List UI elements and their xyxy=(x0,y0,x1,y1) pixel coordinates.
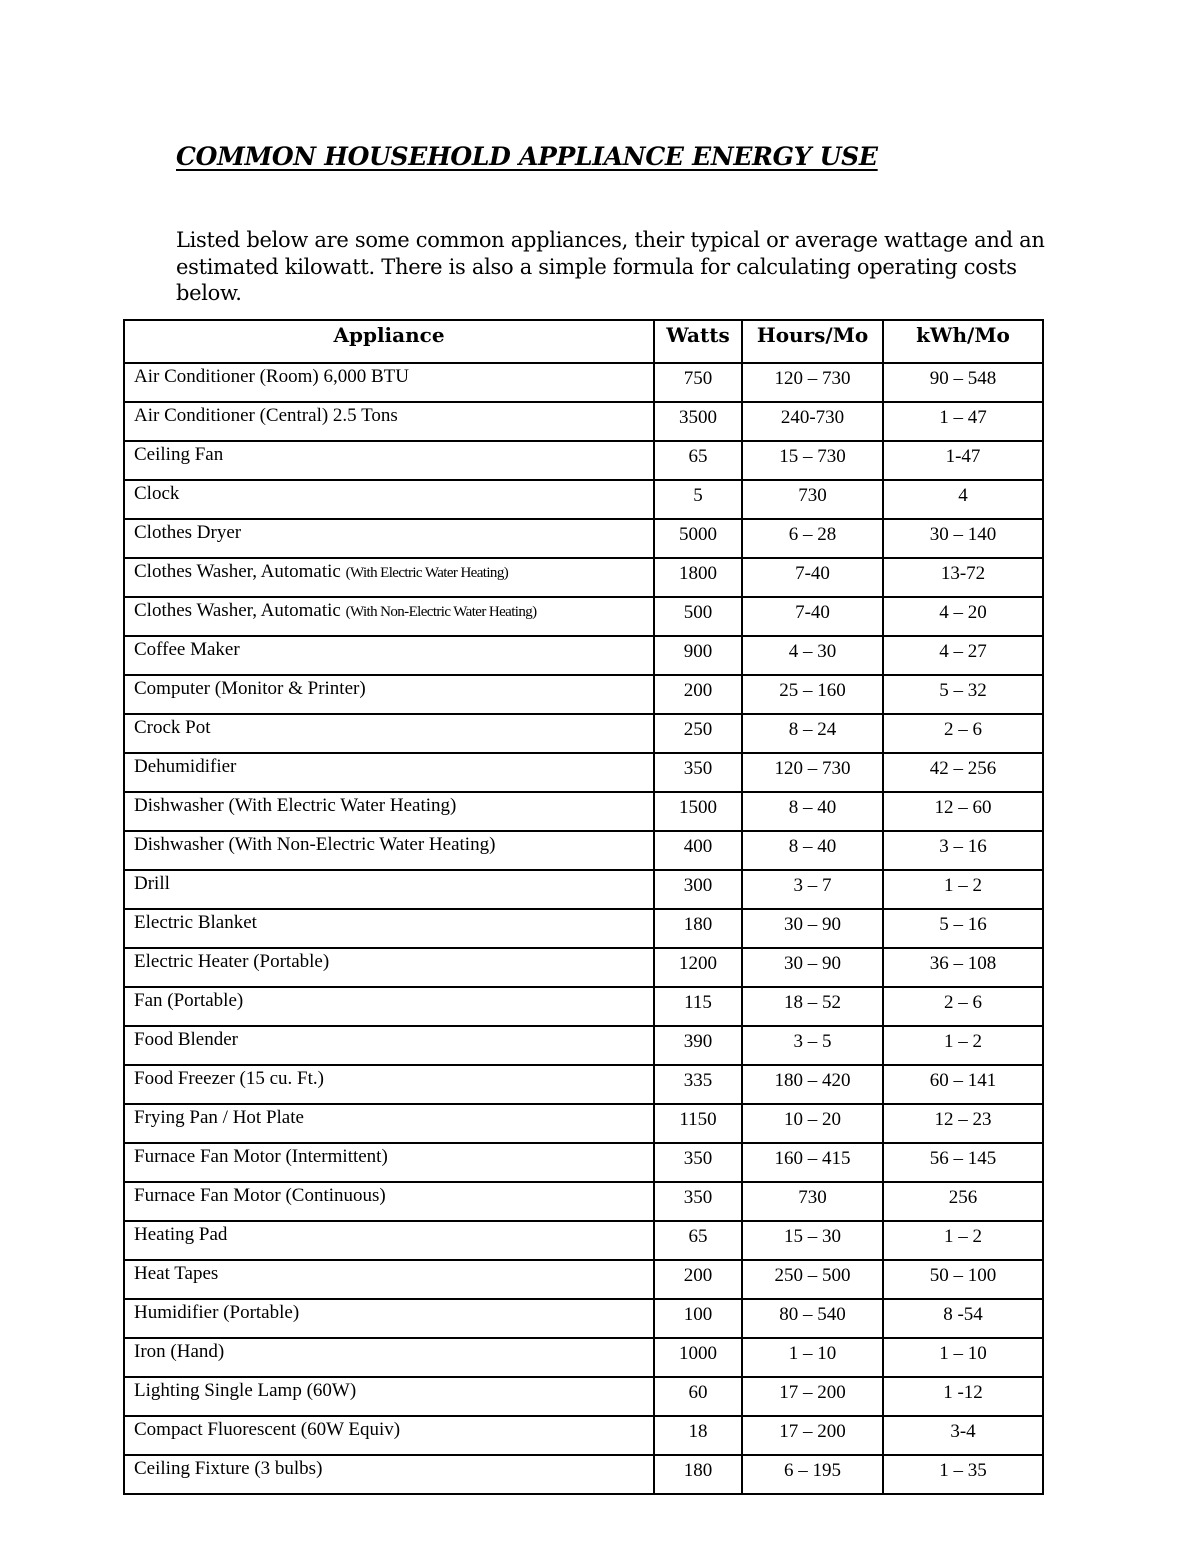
watts-cell: 500 xyxy=(654,597,742,636)
appliance-cell xyxy=(124,402,654,441)
table-row xyxy=(124,1455,1043,1494)
kwh-cell: 1 – 35 xyxy=(883,1455,1043,1494)
kwh-cell: 12 – 23 xyxy=(883,1104,1043,1143)
kwh-cell: 56 – 145 xyxy=(883,1143,1043,1182)
table-header-row xyxy=(124,320,1043,363)
kwh-cell: 5 – 32 xyxy=(883,675,1043,714)
kwh-cell: 42 – 256 xyxy=(883,753,1043,792)
appliance-name: Ceiling Fixture (3 bulbs) xyxy=(134,1458,323,1479)
appliance-name: Coffee Maker xyxy=(134,639,240,660)
table-row xyxy=(124,753,1043,792)
table-row xyxy=(124,675,1043,714)
appliance-cell xyxy=(124,1065,654,1104)
table-body xyxy=(124,363,1043,1494)
appliance-name: Computer (Monitor & Printer) xyxy=(134,678,366,699)
kwh-cell: 13-72 xyxy=(883,558,1043,597)
appliance-cell xyxy=(124,1104,654,1143)
appliance-cell xyxy=(124,1455,654,1494)
table-row xyxy=(124,636,1043,675)
hours-cell: 17 – 200 xyxy=(742,1416,883,1455)
watts-cell: 200 xyxy=(654,1260,742,1299)
watts-cell: 350 xyxy=(654,753,742,792)
kwh-cell: 3 – 16 xyxy=(883,831,1043,870)
hours-cell: 30 – 90 xyxy=(742,948,883,987)
table-row xyxy=(124,402,1043,441)
appliance-cell xyxy=(124,1221,654,1260)
kwh-cell: 1 – 47 xyxy=(883,402,1043,441)
hours-cell: 15 – 730 xyxy=(742,441,883,480)
appliance-name: Food Freezer (15 cu. Ft.) xyxy=(134,1068,324,1089)
watts-cell: 1150 xyxy=(654,1104,742,1143)
table-row xyxy=(124,441,1043,480)
table-row xyxy=(124,597,1043,636)
watts-cell: 750 xyxy=(654,363,742,402)
hours-cell: 17 – 200 xyxy=(742,1377,883,1416)
appliance-cell xyxy=(124,363,654,402)
kwh-cell: 5 – 16 xyxy=(883,909,1043,948)
hours-cell: 120 – 730 xyxy=(742,753,883,792)
watts-cell: 350 xyxy=(654,1182,742,1221)
table-row xyxy=(124,1026,1043,1065)
kwh-cell: 4 – 20 xyxy=(883,597,1043,636)
watts-cell: 5000 xyxy=(654,519,742,558)
hours-cell: 6 – 195 xyxy=(742,1455,883,1494)
appliance-name: Heating Pad xyxy=(134,1224,228,1245)
hours-cell: 250 – 500 xyxy=(742,1260,883,1299)
kwh-cell: 1 -12 xyxy=(883,1377,1043,1416)
watts-cell: 300 xyxy=(654,870,742,909)
watts-cell: 5 xyxy=(654,480,742,519)
hours-cell: 730 xyxy=(742,1182,883,1221)
table-row xyxy=(124,870,1043,909)
appliance-name: Fan (Portable) xyxy=(134,990,244,1011)
watts-cell: 180 xyxy=(654,1455,742,1494)
appliance-cell xyxy=(124,792,654,831)
kwh-cell: 50 – 100 xyxy=(883,1260,1043,1299)
appliance-cell xyxy=(124,987,654,1026)
watts-cell: 1200 xyxy=(654,948,742,987)
page-title: COMMON HOUSEHOLD APPLIANCE ENERGY USE xyxy=(176,142,878,171)
table-row xyxy=(124,1416,1043,1455)
appliance-cell xyxy=(124,1260,654,1299)
appliance-cell xyxy=(124,675,654,714)
appliance-name: Air Conditioner (Central) 2.5 Tons xyxy=(134,405,398,426)
appliance-name: Frying Pan / Hot Plate xyxy=(134,1107,304,1128)
watts-cell: 1000 xyxy=(654,1338,742,1377)
appliance-name: Furnace Fan Motor (Continuous) xyxy=(134,1185,386,1206)
hours-cell: 160 – 415 xyxy=(742,1143,883,1182)
table-row xyxy=(124,1338,1043,1377)
header-hours-per-month: Hours/Mo xyxy=(742,320,883,363)
appliance-name: Lighting Single Lamp (60W) xyxy=(134,1380,357,1401)
header-appliance: Appliance xyxy=(124,320,654,363)
watts-cell: 18 xyxy=(654,1416,742,1455)
hours-cell: 7-40 xyxy=(742,558,883,597)
kwh-cell: 2 – 6 xyxy=(883,987,1043,1026)
kwh-cell: 1 – 2 xyxy=(883,1221,1043,1260)
appliance-cell xyxy=(124,831,654,870)
appliance-name: Dehumidifier xyxy=(134,756,237,777)
kwh-cell: 60 – 141 xyxy=(883,1065,1043,1104)
watts-cell: 200 xyxy=(654,675,742,714)
hours-cell: 8 – 40 xyxy=(742,831,883,870)
hours-cell: 120 – 730 xyxy=(742,363,883,402)
appliance-name: Ceiling Fan xyxy=(134,444,224,465)
table-row xyxy=(124,519,1043,558)
hours-cell: 4 – 30 xyxy=(742,636,883,675)
table-row xyxy=(124,714,1043,753)
hours-cell: 8 – 24 xyxy=(742,714,883,753)
appliance-cell xyxy=(124,1182,654,1221)
table-row xyxy=(124,1065,1043,1104)
hours-cell: 240-730 xyxy=(742,402,883,441)
watts-cell: 100 xyxy=(654,1299,742,1338)
kwh-cell: 8 -54 xyxy=(883,1299,1043,1338)
appliance-name: Clothes Washer, Automatic xyxy=(134,561,341,582)
appliance-cell xyxy=(124,597,654,636)
hours-cell: 30 – 90 xyxy=(742,909,883,948)
appliance-note: (With Non-Electric Water Heating) xyxy=(345,604,537,620)
appliance-cell xyxy=(124,636,654,675)
table-row xyxy=(124,1377,1043,1416)
table-row xyxy=(124,1260,1043,1299)
appliance-name: Clock xyxy=(134,483,180,504)
watts-cell: 1500 xyxy=(654,792,742,831)
appliance-cell xyxy=(124,480,654,519)
appliance-cell xyxy=(124,519,654,558)
kwh-cell: 4 – 27 xyxy=(883,636,1043,675)
appliance-name: Compact Fluorescent (60W Equiv) xyxy=(134,1419,401,1440)
watts-cell: 1800 xyxy=(654,558,742,597)
appliance-note: (With Electric Water Heating) xyxy=(345,565,509,581)
appliance-name: Clothes Washer, Automatic xyxy=(134,600,341,621)
header-kwh-per-month: kWh/Mo xyxy=(883,320,1043,363)
kwh-cell: 2 – 6 xyxy=(883,714,1043,753)
appliance-cell xyxy=(124,1377,654,1416)
hours-cell: 8 – 40 xyxy=(742,792,883,831)
watts-cell: 65 xyxy=(654,1221,742,1260)
appliance-energy-table xyxy=(123,319,1044,1495)
kwh-cell: 4 xyxy=(883,480,1043,519)
watts-cell: 900 xyxy=(654,636,742,675)
kwh-cell: 1 – 10 xyxy=(883,1338,1043,1377)
appliance-cell xyxy=(124,909,654,948)
table-row xyxy=(124,1182,1043,1221)
appliance-cell xyxy=(124,558,654,597)
watts-cell: 250 xyxy=(654,714,742,753)
appliance-name: Heat Tapes xyxy=(134,1263,219,1284)
watts-cell: 180 xyxy=(654,909,742,948)
appliance-cell xyxy=(124,1299,654,1338)
hours-cell: 7-40 xyxy=(742,597,883,636)
hours-cell: 6 – 28 xyxy=(742,519,883,558)
appliance-cell xyxy=(124,948,654,987)
hours-cell: 1 – 10 xyxy=(742,1338,883,1377)
kwh-cell: 1-47 xyxy=(883,441,1043,480)
kwh-cell: 1 – 2 xyxy=(883,870,1043,909)
hours-cell: 3 – 7 xyxy=(742,870,883,909)
watts-cell: 350 xyxy=(654,1143,742,1182)
table-row xyxy=(124,1143,1043,1182)
table-row xyxy=(124,1299,1043,1338)
appliance-name: Drill xyxy=(134,873,170,894)
kwh-cell: 30 – 140 xyxy=(883,519,1043,558)
kwh-cell: 1 – 2 xyxy=(883,1026,1043,1065)
table-row xyxy=(124,987,1043,1026)
watts-cell: 60 xyxy=(654,1377,742,1416)
watts-cell: 115 xyxy=(654,987,742,1026)
appliance-name: Dishwasher (With Non-Electric Water Heating) xyxy=(134,834,496,855)
watts-cell: 65 xyxy=(654,441,742,480)
hours-cell: 18 – 52 xyxy=(742,987,883,1026)
watts-cell: 400 xyxy=(654,831,742,870)
hours-cell: 10 – 20 xyxy=(742,1104,883,1143)
appliance-cell xyxy=(124,1026,654,1065)
appliance-name: Electric Heater (Portable) xyxy=(134,951,330,972)
appliance-name: Air Conditioner (Room) 6,000 BTU xyxy=(134,366,409,387)
hours-cell: 25 – 160 xyxy=(742,675,883,714)
appliance-name: Electric Blanket xyxy=(134,912,257,933)
table-row xyxy=(124,948,1043,987)
watts-cell: 390 xyxy=(654,1026,742,1065)
table-row xyxy=(124,792,1043,831)
appliance-cell xyxy=(124,870,654,909)
appliance-cell xyxy=(124,1416,654,1455)
kwh-cell: 3-4 xyxy=(883,1416,1043,1455)
table-row xyxy=(124,363,1043,402)
watts-cell: 3500 xyxy=(654,402,742,441)
appliance-name: Clothes Dryer xyxy=(134,522,242,543)
hours-cell: 80 – 540 xyxy=(742,1299,883,1338)
appliance-cell xyxy=(124,753,654,792)
hours-cell: 3 – 5 xyxy=(742,1026,883,1065)
appliance-name: Crock Pot xyxy=(134,717,211,738)
appliance-name: Furnace Fan Motor (Intermittent) xyxy=(134,1146,388,1167)
table-row xyxy=(124,831,1043,870)
appliance-name: Food Blender xyxy=(134,1029,238,1050)
table-row xyxy=(124,1221,1043,1260)
appliance-cell xyxy=(124,714,654,753)
table-row xyxy=(124,909,1043,948)
kwh-cell: 256 xyxy=(883,1182,1043,1221)
appliance-name: Iron (Hand) xyxy=(134,1341,225,1362)
table-row xyxy=(124,558,1043,597)
table-row xyxy=(124,480,1043,519)
appliance-cell xyxy=(124,1143,654,1182)
hours-cell: 15 – 30 xyxy=(742,1221,883,1260)
appliance-name: Humidifier (Portable) xyxy=(134,1302,300,1323)
hours-cell: 730 xyxy=(742,480,883,519)
appliance-name: Dishwasher (With Electric Water Heating) xyxy=(134,795,457,816)
kwh-cell: 12 – 60 xyxy=(883,792,1043,831)
table-row xyxy=(124,1104,1043,1143)
kwh-cell: 90 – 548 xyxy=(883,363,1043,402)
watts-cell: 335 xyxy=(654,1065,742,1104)
appliance-cell xyxy=(124,1338,654,1377)
hours-cell: 180 – 420 xyxy=(742,1065,883,1104)
appliance-cell xyxy=(124,441,654,480)
kwh-cell: 36 – 108 xyxy=(883,948,1043,987)
intro-paragraph: Listed below are some common appliances, their typical or average wattage and an estimated kilowatt. There is also a simple formula for calculating operating costs below. xyxy=(176,228,1045,305)
header-watts: Watts xyxy=(654,320,742,363)
